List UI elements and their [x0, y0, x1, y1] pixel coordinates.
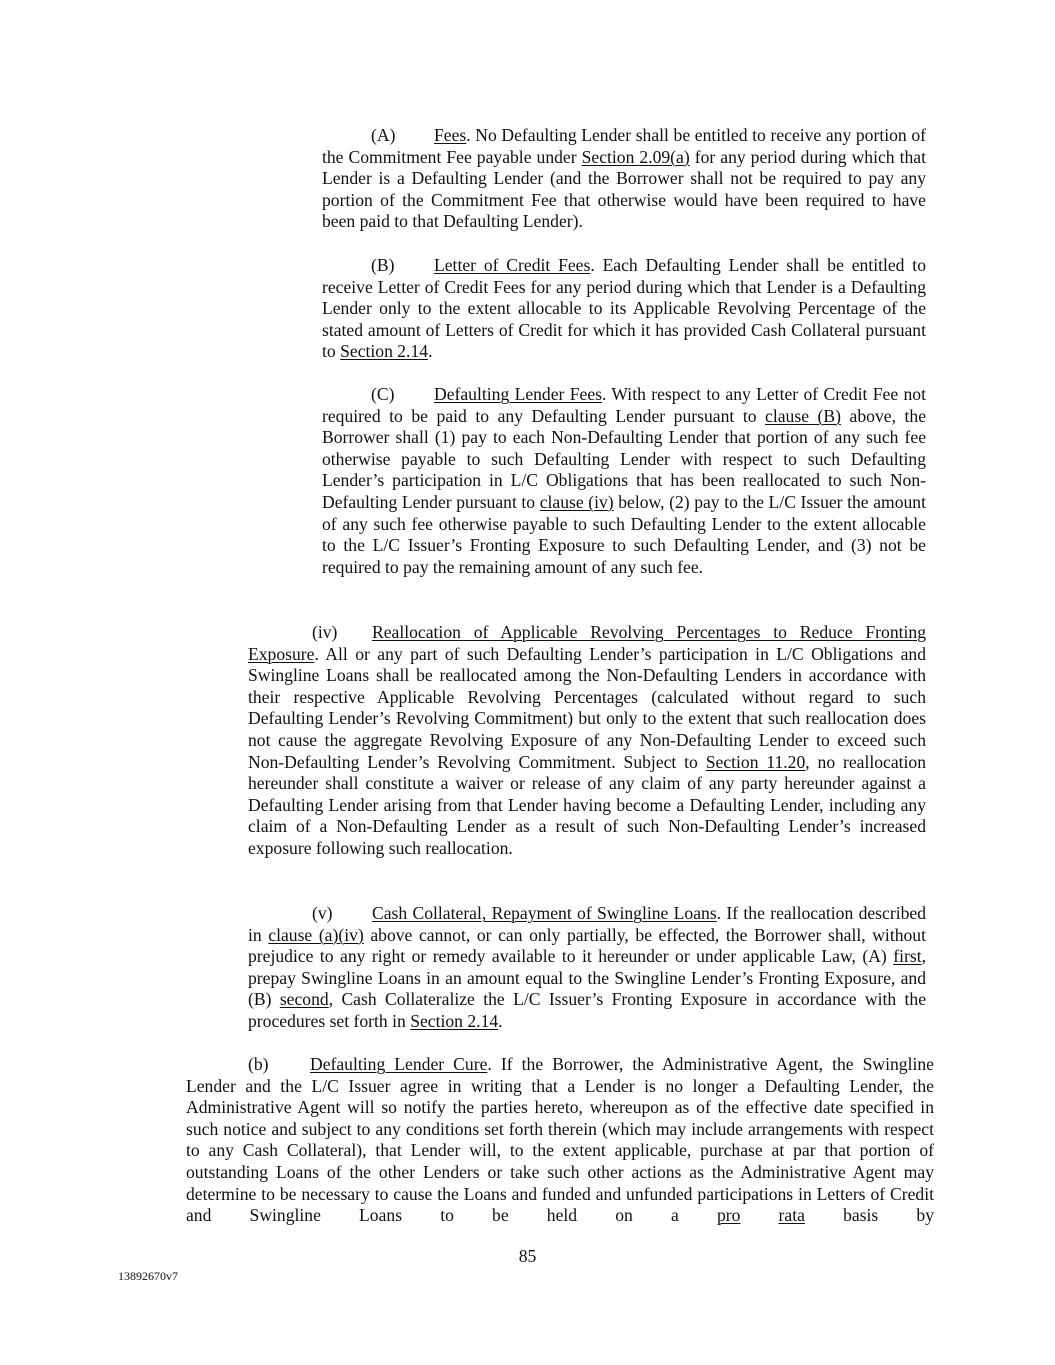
- paragraph-b: [186, 1054, 934, 1227]
- paragraph-number: (B): [371, 255, 395, 275]
- paragraph-text: below, (2) pay to the L/C Issuer the amount of any such fee otherwise payable to such Defaulting Lender to the extent allocable to the L/C Issuer’s Fronting Exposure to such Defaulting Lender, and (3) not be required to pay the remaining amount of any such fee.: [322, 491, 926, 577]
- paragraph-heading: Letter of Credit Fees: [434, 255, 591, 275]
- paragraph-text: [740, 1205, 778, 1225]
- paragraph-text: basis by: [804, 1205, 934, 1226]
- paragraph-text: .: [428, 341, 433, 362]
- paragraph-text: above cannot, or can only partially, be effected, the Borrower shall, without prejudice to any right or remedy available to it hereunder or under applicable Law, (A): [248, 924, 926, 967]
- paragraph-B: [322, 255, 926, 363]
- cross-reference: clause (a)(iv): [268, 924, 364, 945]
- paragraph-number: (v): [312, 903, 333, 923]
- paragraph-number: (iv): [312, 622, 338, 642]
- paragraph-text: , Cash Collateralize the L/C Issuer’s Fronting Exposure in accordance with the procedures set forth in: [248, 989, 927, 1031]
- emphasis-term: rata: [778, 1205, 805, 1226]
- paragraph-v: [248, 903, 926, 1033]
- paragraph-heading: Fees: [434, 125, 467, 145]
- paragraph-text: , prepay Swingline Loans in an amount equal to the Swingline Lender’s Fronting Exposure, and (B): [248, 946, 926, 1010]
- paragraph-text: . If the Borrower, the Administrative Agent, the Swingline Lender and the L/C Issuer agree in writing that a Lender is no longer a Defaulting Lender, the Administrative Agent will so notify the parties hereto, whereupon as of the effective date specified in such notice and subject to any conditions set forth therein (which may include arrangements with respect to any Cash Collateral), that Lender will, to the extent applicable, purchase at par that portion of outstanding Loans of the other Lenders or take such other actions as the Administrative Agent may determine to be necessary to cause the Loans and funded and unfunded participations in Letters of Credit and Swingline Loans to be held on a: [186, 1054, 934, 1226]
- page-number: 85: [518, 1246, 537, 1266]
- paragraph-iv: [248, 622, 926, 860]
- paragraph-text: .: [498, 1010, 503, 1031]
- paragraph-text: . All or any part of such Defaulting Lender’s participation in L/C Obligations and Swingline Loans shall be reallocated among the Non-Defaulting Lenders in accordance with their respective Applicable Revolving Percentages (calculated without regard to such Defaulting Lender’s Revolving Commitment) but only to the extent that such reallocation does not cause the aggregate Revolving Exposure of any Non-Defaulting Lender to exceed such Non-Defaulting Lender’s Revolving Commitment. Subject to: [248, 643, 926, 772]
- paragraph-text: . No Defaulting Lender shall be entitled to receive any portion of the Commitment Fee payable under: [322, 125, 926, 167]
- cross-reference: Section 11.20: [705, 751, 806, 772]
- paragraph-text: above, the Borrower shall (1) pay to each Non-Defaulting Lender that portion of any such fee otherwise payable to such Defaulting Lender with respect to such Defaulting Lender’s participation in L/C Obligations that has been reallocated to such Non-Defaulting Lender pursuant to: [322, 405, 927, 512]
- paragraph-text: . If the reallocation described in: [248, 903, 926, 945]
- cross-reference: Section 2.14: [340, 341, 429, 362]
- paragraph-text: , no reallocation hereunder shall constitute a waiver or release of any claim of any party hereunder against a Defaulting Lender arising from that Lender having become a Defaulting Lender, including any claim of a Non-Defaulting Lender as a result of such Non-Defaulting Lender’s increased exposure following such reallocation.: [248, 751, 927, 858]
- cross-reference: clause (iv): [539, 491, 614, 512]
- cross-reference: Section 2.14: [410, 1010, 499, 1031]
- paragraph-number: (A): [371, 125, 396, 145]
- document-id: 13892670v7: [118, 1269, 178, 1283]
- paragraph-number: (C): [371, 384, 395, 404]
- paragraph-text: . Each Defaulting Lender shall be entitled to receive Letter of Credit Fees for any period during which that Lender is a Defaulting Lender only to the extent allocable to its Applicable Revolving Percentage of the stated amount of Letters of Credit for which it has provided Cash Collateral pursuant to: [322, 255, 926, 362]
- paragraph-number: (b): [248, 1054, 269, 1074]
- paragraph-C: [322, 384, 926, 578]
- paragraph-A: [322, 125, 926, 233]
- paragraph-text: . With respect to any Letter of Credit Fee not required to be paid to any Defaulting Lender pursuant to: [322, 384, 926, 426]
- paragraph-heading: Defaulting Lender Fees: [434, 384, 602, 404]
- emphasis-term: pro: [716, 1205, 741, 1226]
- cross-reference: first: [893, 946, 922, 967]
- paragraph-text: for any period during which that Lender is a Defaulting Lender (and the Borrower shall not be required to pay any portion of the Commitment Fee that otherwise would have been required to have been paid to that Defaulting Lender).: [322, 146, 926, 232]
- paragraph-heading: Reallocation of Applicable Revolving Percentages to Reduce Fronting Exposure: [248, 622, 926, 664]
- cross-reference: Section 2.09(a): [581, 146, 690, 167]
- cross-reference: second: [279, 989, 329, 1010]
- cross-reference: clause (B): [765, 405, 842, 426]
- paragraph-heading: Cash Collateral, Repayment of Swingline Loans: [372, 903, 717, 923]
- paragraph-heading: Defaulting Lender Cure: [310, 1054, 488, 1074]
